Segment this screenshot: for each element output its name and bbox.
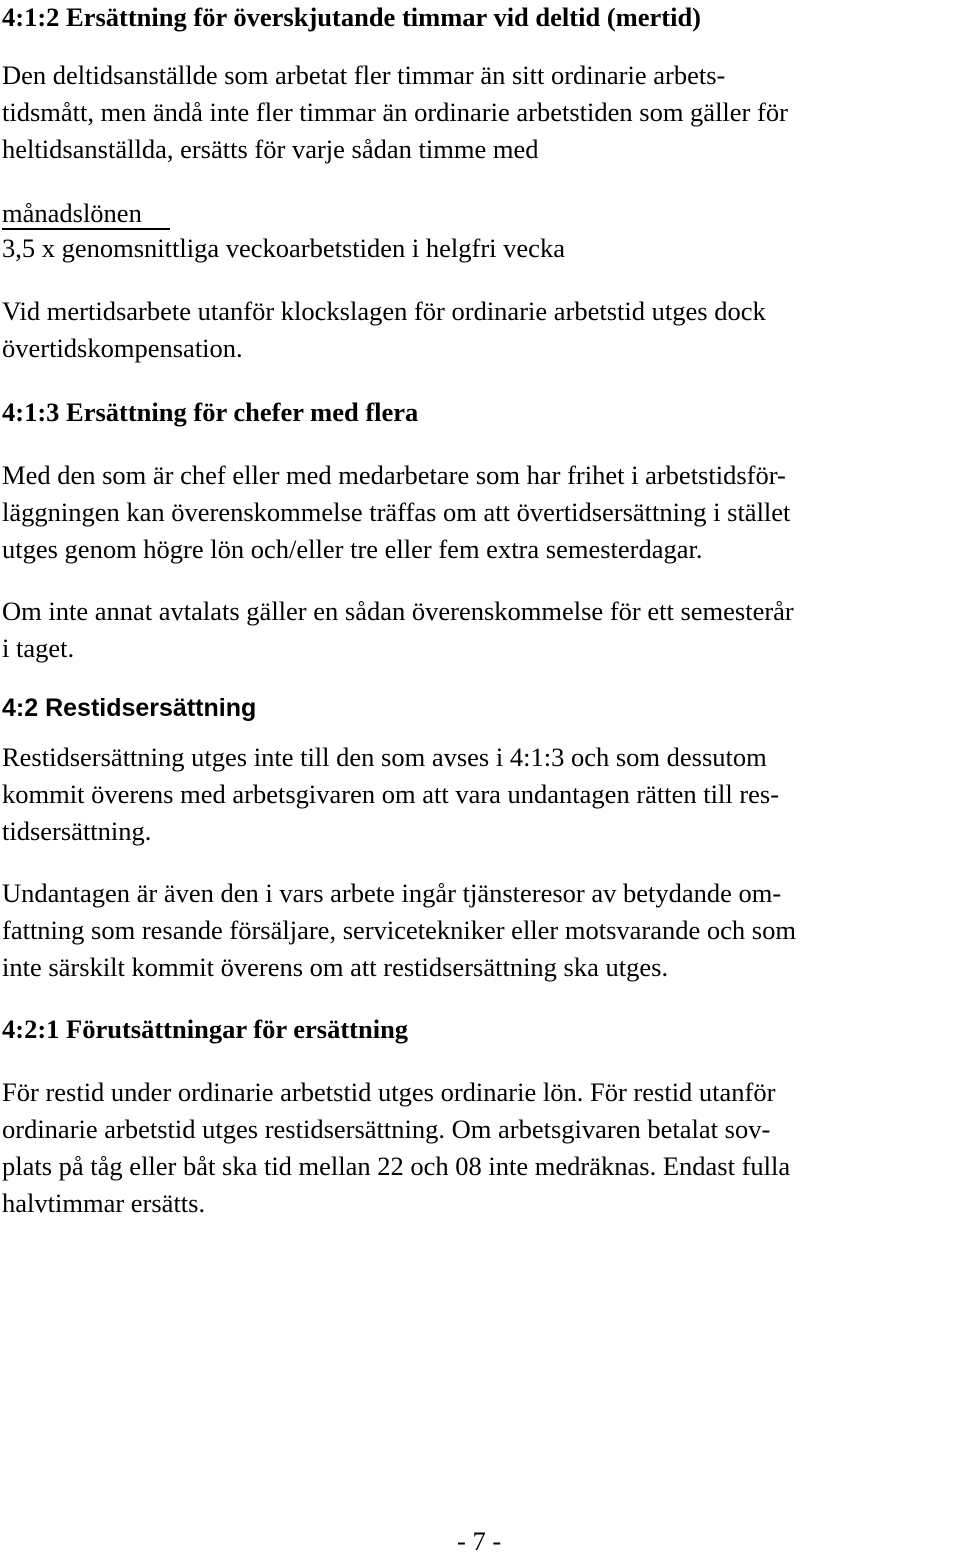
paragraph-line: kommit överens med arbetsgivaren om att vara undantagen rätten till res- bbox=[2, 779, 780, 809]
paragraph-line: övertidskompensation. bbox=[2, 333, 243, 363]
paragraph-line: För restid under ordinarie arbetstid utges ordinarie lön. För restid utanför bbox=[2, 1077, 776, 1107]
paragraph-line: utges genom högre lön och/eller tre eller fem extra semesterdagar. bbox=[2, 534, 703, 564]
paragraph-line: Den deltidsanställde som arbetat fler timmar än sitt ordinarie arbets- bbox=[2, 60, 726, 90]
formula-denominator: 3,5 x genomsnittliga veckoarbetstiden i helgfri vecka bbox=[2, 233, 565, 263]
paragraph-line: läggningen kan överenskommelse träffas om att övertidsersättning i stället bbox=[2, 497, 791, 527]
paragraph-line: tidsmått, men ändå inte fler timmar än ordinarie arbetstiden som gäller för bbox=[2, 97, 788, 127]
page-number-text: - 7 - bbox=[457, 1526, 502, 1556]
heading-4-1-3: 4:1:3 Ersättning för chefer med flera bbox=[2, 397, 419, 427]
heading-4-1-2: 4:1:2 Ersättning för överskjutande timmar vid deltid (mertid) bbox=[2, 2, 702, 32]
paragraph-line: Restidsersättning utges inte till den som avses i 4:1:3 och som dessutom bbox=[2, 742, 767, 772]
paragraph-line: i taget. bbox=[2, 633, 75, 663]
formula-numerator: månadslönen bbox=[2, 198, 142, 228]
paragraph-line: fattning som resande försäljare, servicetekniker eller motsvarande och som bbox=[2, 915, 796, 945]
paragraph-line: ordinarie arbetstid utges restidsersättning. Om arbetsgivaren betalat sov- bbox=[2, 1114, 771, 1144]
paragraph-line: Om inte annat avtalats gäller en sådan överenskommelse för ett semesterår bbox=[2, 596, 794, 626]
paragraph-line: halvtimmar ersätts. bbox=[2, 1188, 206, 1218]
paragraph-line: Undantagen är även den i vars arbete ingår tjänsteresor av betydande om- bbox=[2, 878, 782, 908]
heading-4-2-1: 4:2:1 Förutsättningar för ersättning bbox=[2, 1014, 409, 1044]
paragraph-line: tidsersättning. bbox=[2, 816, 152, 846]
paragraph-line: plats på tåg eller båt ska tid mellan 22 och 08 inte medräknas. Endast fulla bbox=[2, 1151, 791, 1181]
paragraph-line: Vid mertidsarbete utanför klockslagen för ordinarie arbetstid utges dock bbox=[2, 296, 766, 326]
heading-4-2: 4:2 Restidsersättning bbox=[2, 694, 257, 722]
formula-fraction-line bbox=[2, 228, 170, 230]
paragraph-line: Med den som är chef eller med medarbetare som har frihet i arbetstidsför- bbox=[2, 460, 786, 490]
paragraph-line: heltidsanställda, ersätts för varje sådan timme med bbox=[2, 134, 539, 164]
paragraph-line: inte särskilt kommit överens om att restidsersättning ska utges. bbox=[2, 952, 669, 982]
